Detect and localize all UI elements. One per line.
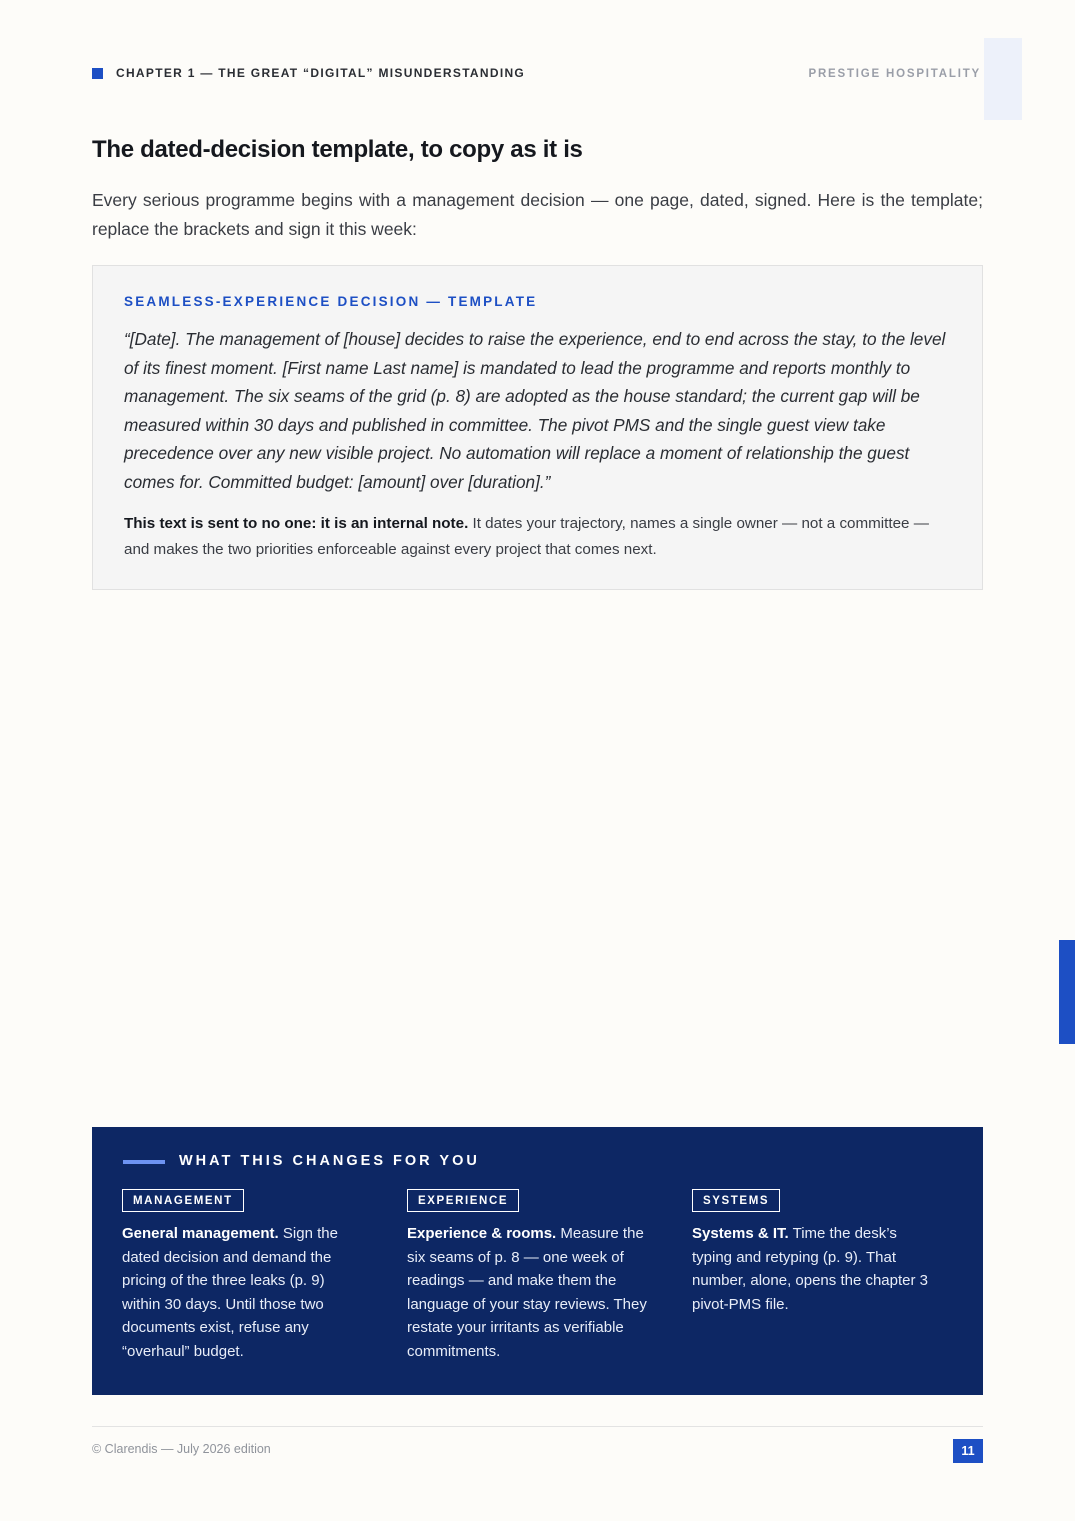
template-note-text: It dates your trajectory, names a single owner — not a committee — and makes the two priorities enforceable against every project that comes next.: [124, 515, 929, 558]
column-tag: EXPERIENCE: [407, 1189, 519, 1212]
column-lead: Systems & IT.: [692, 1225, 789, 1242]
changes-column-management: [122, 1189, 367, 1363]
chapter-marker-square: [92, 68, 103, 79]
changes-column-experience: [407, 1189, 652, 1363]
template-note-lead: This text is sent to no one: it is an internal note.: [124, 515, 469, 532]
column-tag: SYSTEMS: [692, 1189, 780, 1212]
publication-brand: PRESTIGE HOSPITALITY: [808, 68, 981, 80]
changes-rule: [123, 1160, 165, 1164]
changes-panel: [92, 1127, 983, 1395]
column-text: [122, 1222, 367, 1363]
footer-edition: © Clarendis — July 2026 edition: [92, 1442, 271, 1456]
column-lead: Experience & rooms.: [407, 1225, 557, 1242]
column-body: Time the desk’s typing and retyping (p. 9). That number, alone, opens the chapter 3 pivot-PMS file.: [692, 1225, 929, 1313]
template-note: [124, 511, 954, 563]
column-body: Sign the dated decision and demand the pricing of the three leaks (p. 9) within 30 days. Until those two documents exist, refuse any “overhaul” budget.: [122, 1225, 338, 1360]
column-text: [692, 1222, 937, 1316]
column-text: [407, 1222, 652, 1363]
template-box: [92, 265, 983, 590]
page-number: 11: [953, 1439, 983, 1463]
footer-rule: [92, 1426, 983, 1427]
section-heading: The dated-decision template, to copy as it is: [92, 136, 583, 163]
column-lead: General management.: [122, 1225, 279, 1242]
chapter-number-watermark: [984, 38, 1022, 120]
column-tag: MANAGEMENT: [122, 1189, 244, 1212]
changes-title: WHAT THIS CHANGES FOR YOU: [179, 1153, 480, 1169]
chapter-title: CHAPTER 1 — THE GREAT “DIGITAL” MISUNDERSTANDING: [116, 66, 526, 80]
template-quote: “[Date]. The management of [house] decides to raise the experience, end to end across the stay, to the level of its finest moment. [First name Last name] is mandated to lead the programme and reports monthly to management. The six seams of the grid (p. 8) are adopted as the house standard; the current gap will be measured within 30 days and published in committee. The pivot PMS and the single guest view take precedence over any new visible project. No automation will replace a moment of relationship the guest comes for. Committed budget: [amount] over [duration].”: [124, 329, 946, 492]
changes-column-systems: [692, 1189, 937, 1316]
template-kicker: SEAMLESS-EXPERIENCE DECISION — TEMPLATE: [124, 294, 538, 309]
column-body: Measure the six seams of p. 8 — one week of readings — and make them the language of your stay reviews. They restate your irritants as verifiable commitments.: [407, 1225, 647, 1360]
intro-paragraph: Every serious programme begins with a management decision — one page, dated, signed. Here is the template; replace the brackets and sign it this week:: [92, 190, 983, 239]
chapter-side-tab: [1059, 940, 1075, 1044]
running-header: [92, 66, 981, 82]
